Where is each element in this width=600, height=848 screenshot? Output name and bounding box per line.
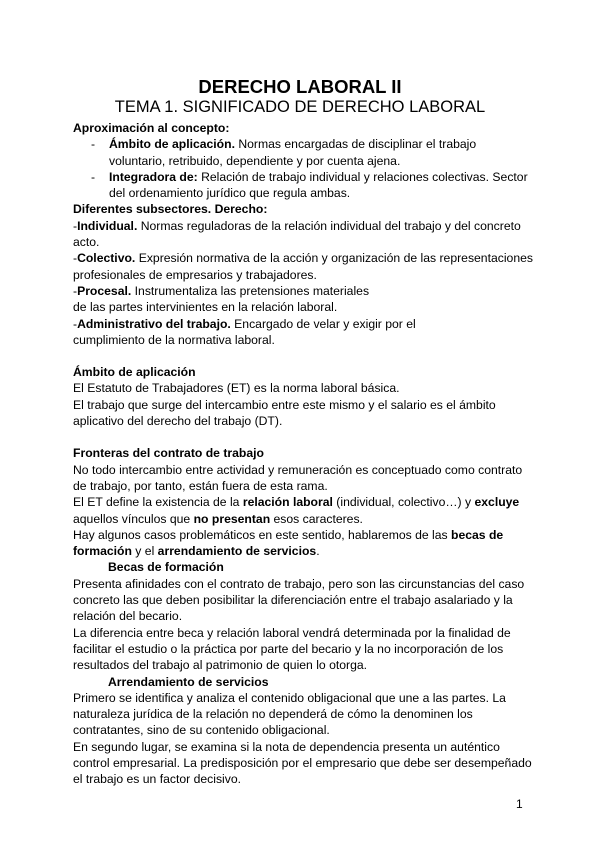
paragraph: La diferencia entre beca y relación laboral vendrá determinada por la finalidad de facilitar el estudio o la práctica por parte del becario y la no incorporación de los resultados del trabajo al patrimonio de quien lo otorga. [73,625,511,673]
section-heading-ambito: Ámbito de aplicación [73,365,196,380]
list-item-term: Ámbito de aplicación. [109,137,235,152]
paragraph: No todo intercambio entre actividad y remuneración es conceptuado como contrato de trabajo, por tanto, están fuera de esta rama. [73,462,523,493]
list-item-text: Normas encargadas de disciplinar el trabajo voluntario, retribuido, dependiente y por cuenta ajena. [109,137,477,168]
paragraph: El Estatuto de Trabajadores (ET) es la norma laboral básica. [73,381,400,396]
subsector-text: Expresión normativa de la acción y organización de las representaciones profesionales de empresarios y trabajadores. [73,251,533,282]
list-item-term: Integradora de: [109,169,198,184]
bold-run: no presentan [193,511,271,526]
subsector-term: Administrativo del trabajo. [77,316,231,331]
subsector-item [73,218,533,251]
bold-run: becas de formación [73,527,504,559]
list-item-text: Relación de trabajo individual y relaciones colectivas. Sector del ordenamiento jurídico que regula ambas. [109,169,528,201]
text-run: Hay algunos casos problemáticos en este sentido, hablaremos de las [73,527,452,542]
paragraph: En segundo lugar, se examina si la nota de dependencia presenta un auténtico control empresarial. La predisposición por el empresario que debe ser desempeñado el trabajo es un factor decisivo. [73,739,532,787]
subsector-term: Individual. [77,218,138,233]
subsector-text: Normas reguladoras de la relación individual del trabajo y del concreto acto. [73,218,521,250]
document-title: DERECHO LABORAL II [198,76,402,97]
subsector-prefix: - [73,283,78,298]
subsector-item [73,250,533,283]
list-dash: - [91,137,96,152]
paragraph: Primero se identifica y analiza el contenido obligacional que une a las partes. La naturaleza jurídica de la relación no dependerá de cómo la denominen los contratantes, sino de su contenido obligacional. [73,690,506,738]
subheading-becas: Becas de formación [108,560,224,575]
text-run: y el [131,544,158,559]
bold-run: relación laboral [242,495,333,510]
subsector-text: Encargado de velar y exigir por el cumplimiento de la normativa laboral. [73,316,416,347]
text-run: . [316,544,320,559]
subsector-prefix: - [73,251,78,266]
section-heading-fronteras: Fronteras del contrato de trabajo [73,446,264,461]
subsector-prefix: - [73,218,78,233]
bold-run: arrendamiento de servicios [157,544,317,559]
subsector-term: Colectivo. [77,251,136,266]
subheading-arrendamiento: Arrendamiento de servicios [108,674,269,689]
paragraph: El trabajo que surge del intercambio entre este mismo y el salario es el ámbito aplicativo del derecho del trabajo (DT). [73,397,496,429]
text-run: (individual, colectivo…) y [332,495,475,510]
text-run: esos caracteres. [270,511,363,526]
subsector-term: Procesal. [77,283,132,298]
paragraph: Presenta afinidades con el contrato de trabajo, pero son las circunstancias del caso concreto las que deben posibilitar la diferenciación entre el trabajo asalariado y la relación del becario. [73,576,525,624]
section-heading-subsectores: Diferentes subsectores. Derecho: [73,202,268,217]
paragraph [73,527,533,560]
subsector-item [73,316,423,349]
document-body [73,120,533,788]
list-item [73,136,533,169]
text-run: El ET define la existencia de la [73,495,243,510]
bold-run: excluye [474,495,520,510]
section-heading-aproximacion: Aproximación al concepto: [73,121,230,135]
text-run: aquellos vínculos que [73,511,194,526]
subsector-prefix: - [73,316,78,331]
subsector-text: Instrumentaliza las pretensiones materiales de las partes intervinientes en la relación laboral. [73,283,370,315]
paragraph [73,494,533,527]
subsector-item [73,283,373,316]
list-dash: - [91,169,96,184]
list-item [73,169,533,202]
document-subtitle: TEMA 1. SIGNIFICADO DE DERECHO LABORAL [114,98,486,116]
page-number: 1 [516,797,523,811]
